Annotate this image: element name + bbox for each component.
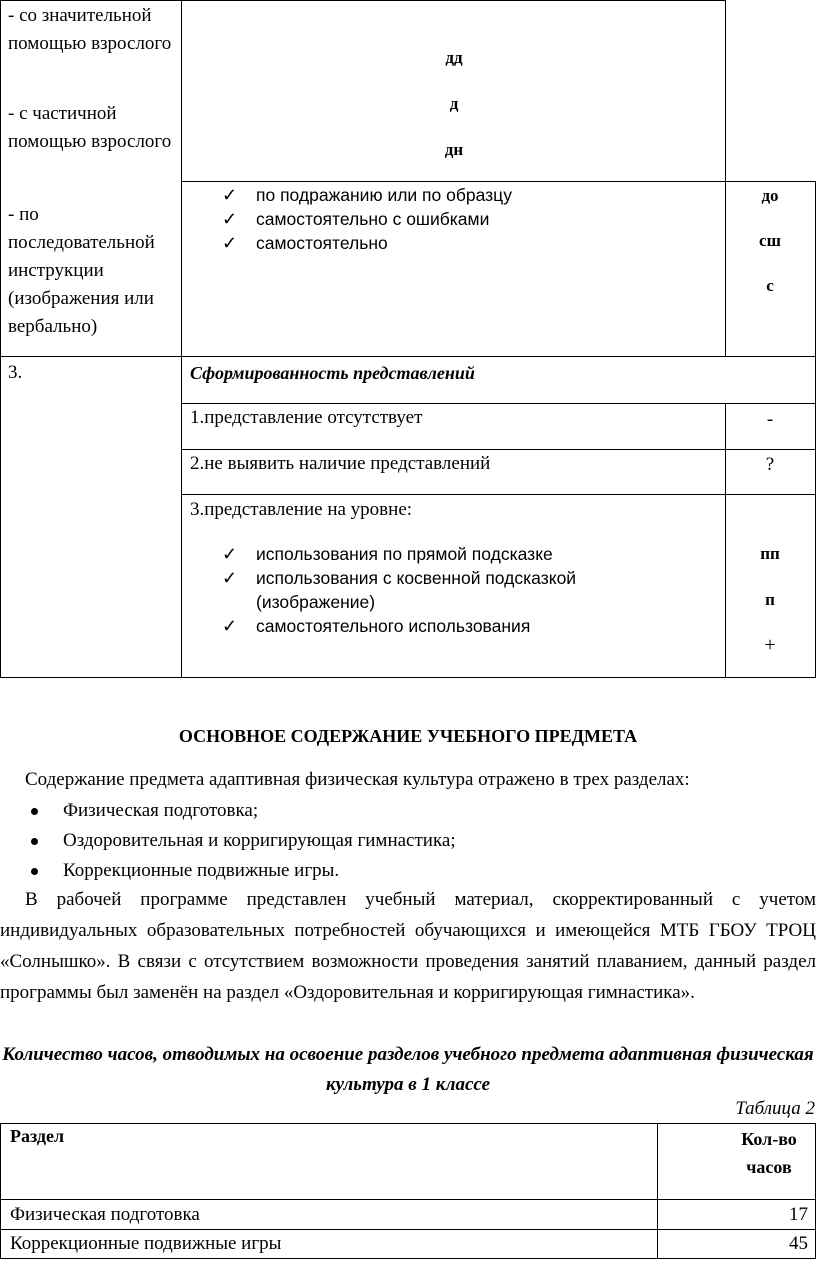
level-item: использования с косвенной подсказкой (изображение) [256,568,577,612]
section-heading: ОСНОВНОЕ СОДЕРЖАНИЕ УЧЕБНОГО ПРЕДМЕТА [178,726,638,746]
level-partial-help: - с частичной помощью взрослого [8,103,172,152]
code-independent: с [766,276,774,295]
bullet-icon [31,868,38,875]
representation-row-2: 2.не выявить наличие представлений [190,453,491,474]
code-no-help: дн [444,140,464,159]
checkmark-icon: ✓ [222,544,238,564]
representation-level-heading: 3.представление на уровне: [190,499,413,520]
code-imitation: до [761,186,779,205]
checkmark-icon: ✓ [222,568,238,588]
code-indirect-hint: п [765,590,775,609]
level-significant-help: - со значительной помощью взрослого [8,5,172,54]
representation-code-1: - [766,409,774,430]
level-item: использования по прямой подсказке [256,544,553,564]
bullet-icon [31,808,38,815]
header-section: Раздел [10,1126,65,1146]
code-with-errors: сш [759,231,781,250]
table-label: Таблица 2 [735,1098,815,1119]
representation-row-1: 1.представление отсутствует [190,407,423,428]
header-hours: Кол-во часов [741,1129,797,1177]
table-row-hours: 17 [789,1204,808,1225]
list-item: Физическая подготовка; [63,800,259,821]
table-row-section: Коррекционные подвижные игры [10,1233,282,1254]
table-row-hours: 45 [789,1233,808,1254]
section-title: Сформированность представлений [190,363,475,383]
code-partial-help: д [449,94,459,113]
checkmark-icon: ✓ [222,233,238,253]
code-significant-help: дд [445,48,463,67]
level-sequential-instruction: - по последовательной инструкции (изображения или вербально) [8,204,155,337]
program-paragraph: В рабочей программе представлен учебный материал, скорректированный с учетом индивидуальных образовательных потребностей обучающихся и имеющейся МТБ ГБОУ ТРОЦ «Солнышко». В связи с отсутствием возможности проведения занятий плаванием, данный раздел программы был заменён на раздел «Оздоровительная и корригирующая гимнастика». [0,889,816,1003]
code-direct-hint: пп [760,544,780,563]
execution-item: по подражанию или по образцу [256,185,512,205]
intro-text: Содержание предмета адаптивная физическая культура отражено в трех разделах: [25,769,690,790]
execution-item: самостоятельно с ошибками [256,209,490,229]
execution-item: самостоятельно [256,233,388,253]
table-caption: Количество часов, отводимых на освоение разделов учебного предмета адаптивная физическая культура в 1 классе [2,1044,814,1095]
checkmark-icon: ✓ [222,185,238,205]
code-independent-use: + [764,634,776,656]
list-item: Коррекционные подвижные игры. [63,860,340,881]
checkmark-icon: ✓ [222,209,238,229]
section-number: 3. [8,362,23,383]
table-row-section: Физическая подготовка [10,1204,200,1225]
list-item: Оздоровительная и корригирующая гимнастика; [63,830,456,851]
bullet-icon [31,838,38,845]
checkmark-icon: ✓ [222,616,238,636]
level-item: самостоятельного использования [256,616,531,636]
representation-code-2: ? [765,454,775,475]
